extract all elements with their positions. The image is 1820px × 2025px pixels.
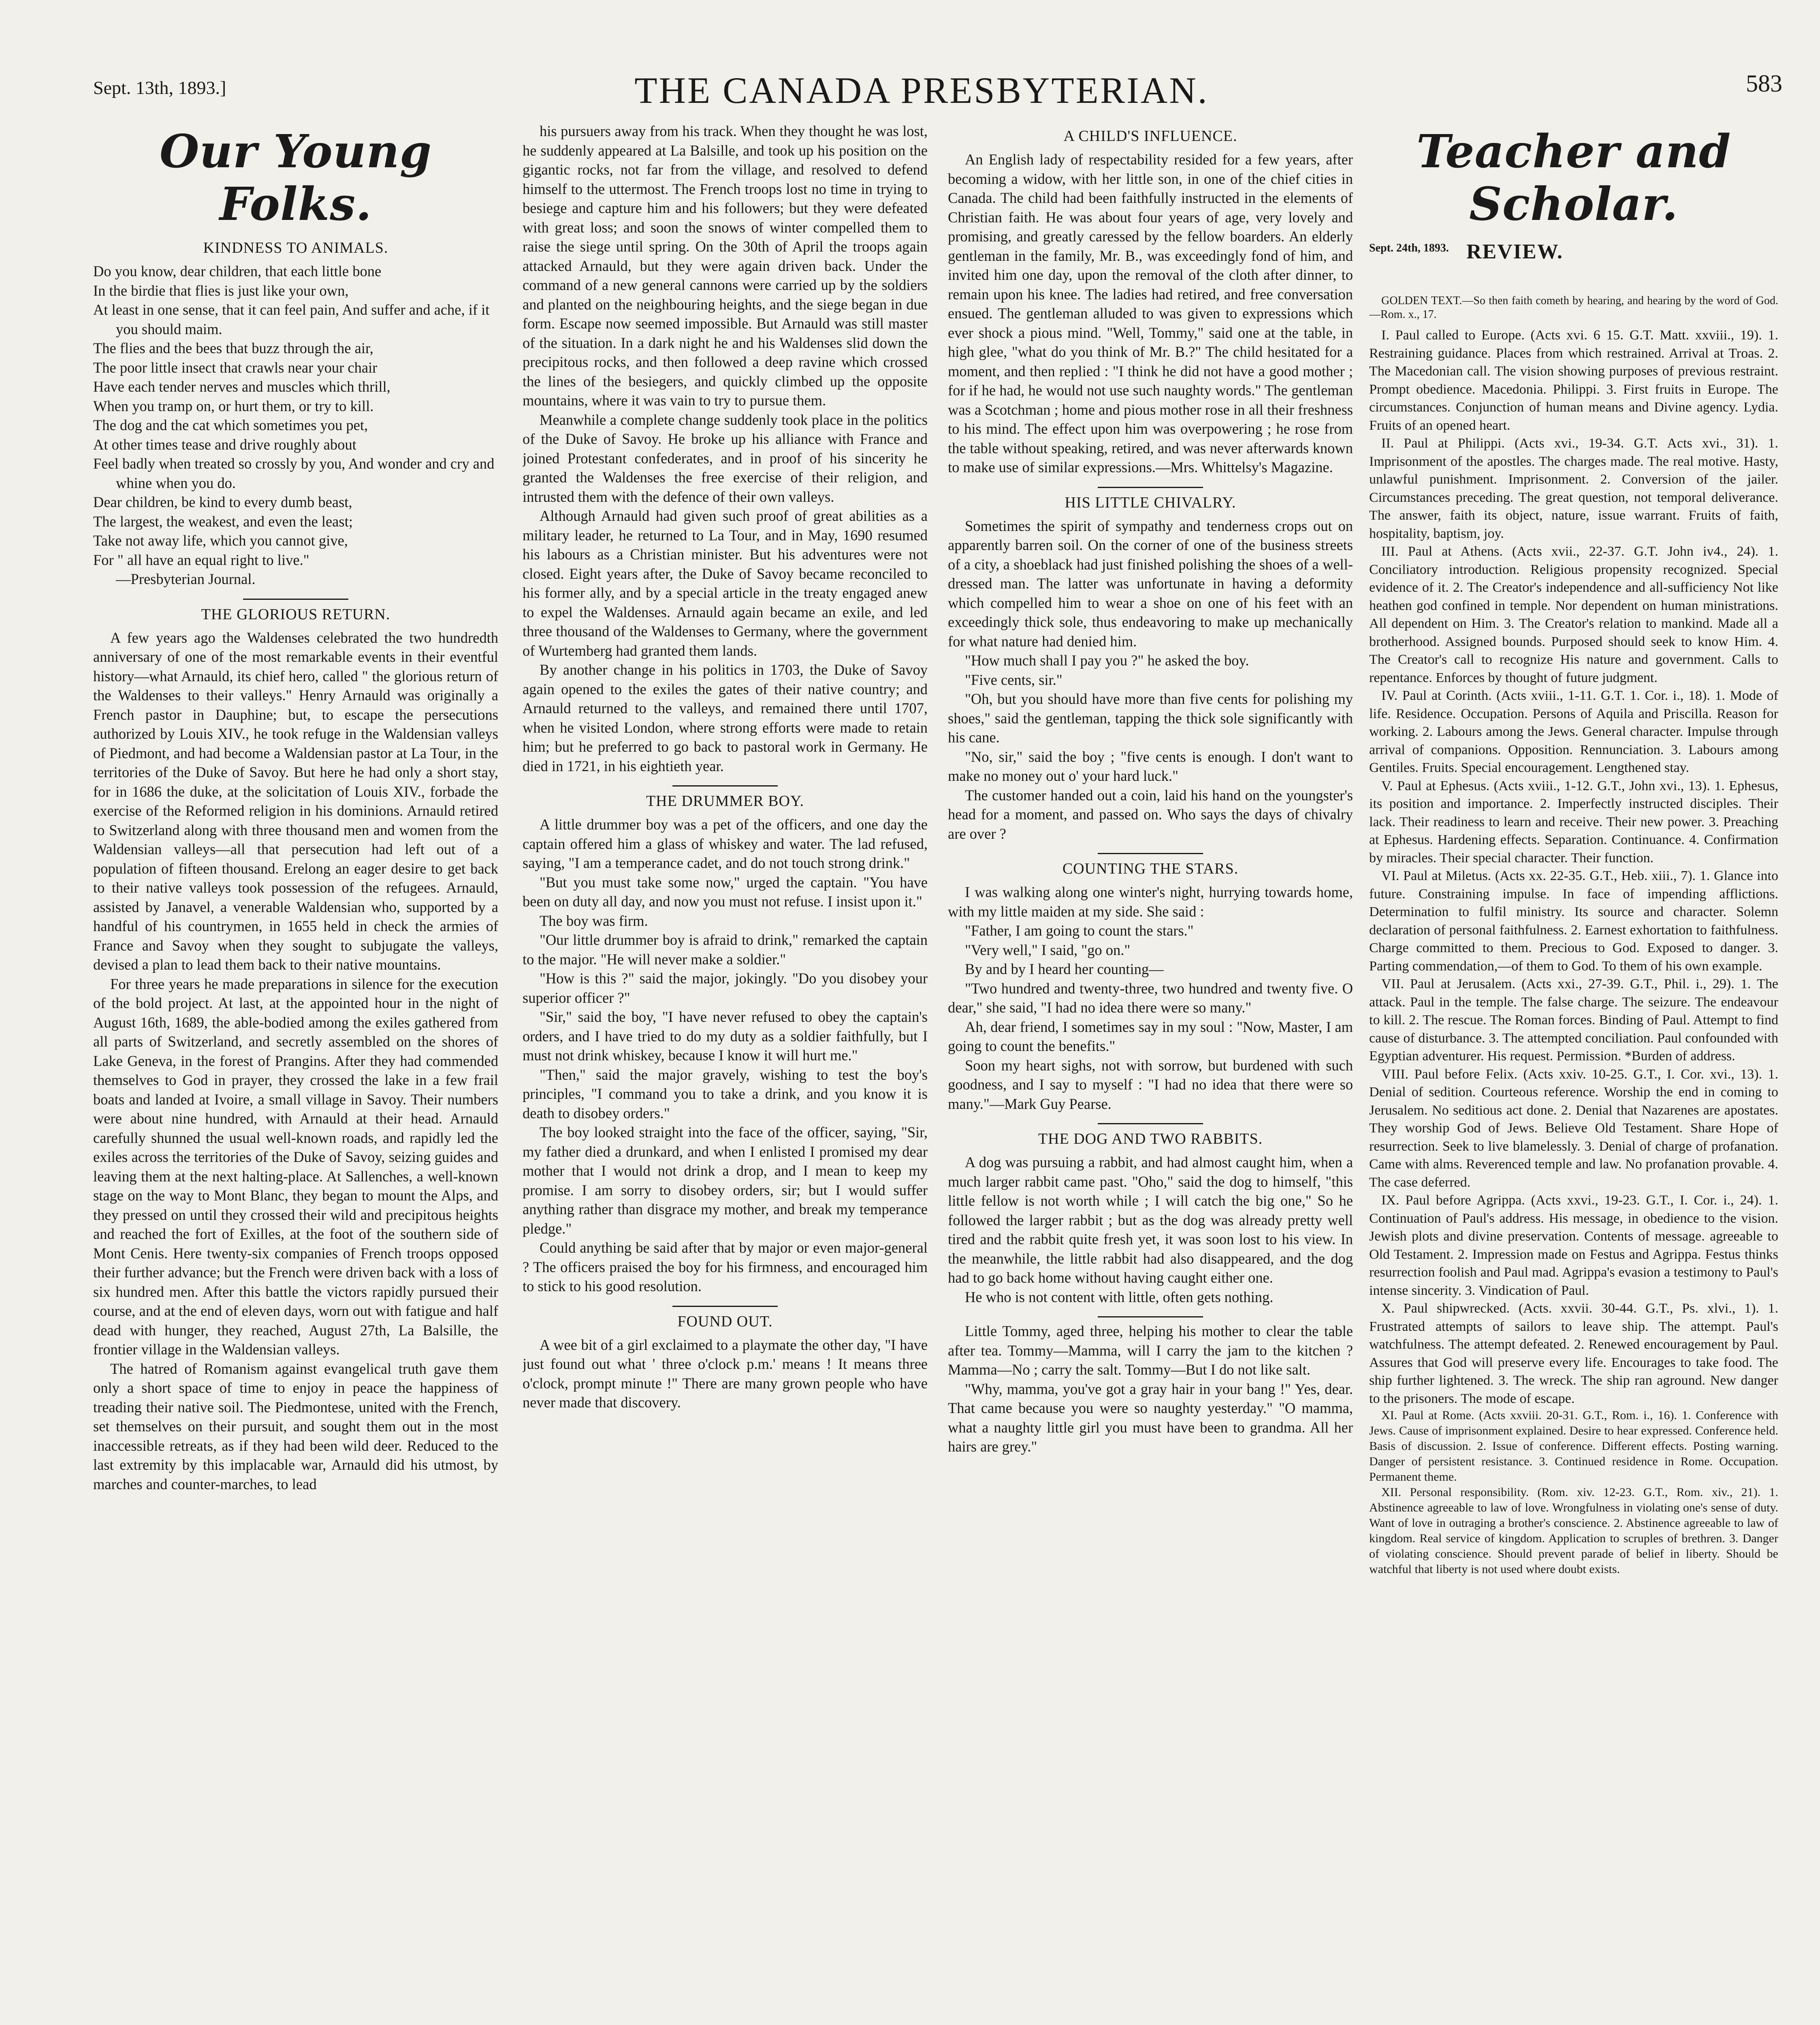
- paragraph: his pursuers away from his track. When they thought he was lost, he suddenly appeared at La Balsille, and took up his position on the gigantic rocks, not far from the village, and resolved to defend himself to the uttermost. The French troops lost no time in trying to besiege and capture him and his followers; but they were defeated with great loss; and soon the snows of winter compelled them to raise the siege until spring. On the 30th of April the troops again attacked Arnauld, but they were again driven back. Under the command of a new general cannons were carried up by the soldiers and planted on the neighbouring heights, and the siege began in due form. Escape now seemed impossible. But Arnauld was still master of the situation. In a dark night he and his Waldenses slid down the precipitous rocks, and then followed a deep ravine which crossed the lines of the besiegers, and quickly climbed up the opposite mountains, where it was vain to try to pursue them.: [523, 123, 928, 409]
- column-2: [523, 122, 928, 2025]
- poem-title: KINDNESS TO ANIMALS.: [203, 239, 388, 256]
- paragraph: "How is this ?" said the major, jokingly. "Do you disobey your superior officer ?": [523, 970, 928, 1006]
- poem-line: At other times tease and drive roughly about: [93, 436, 356, 453]
- poem-line: When you tramp on, or hurt them, or try to kill.: [93, 397, 374, 414]
- paragraph: "Why, mamma, you've got a gray hair in your bang !" Yes, dear. That came because you were so naughty yesterday." "O mamma, what a naughty little girl you must have been to grandma. All her hairs are grey.": [948, 1380, 1353, 1455]
- article-title-counting-stars: COUNTING THE STARS.: [1062, 860, 1239, 877]
- column-3: [948, 122, 1353, 2025]
- section-heading-teacher-scholar: Teacher and Scholar.: [1416, 125, 1731, 231]
- paragraph: Could anything be said after that by major or even major-general ? The officers praised the boy for his firmness, and encouraged him to stick to his good resolution.: [523, 1239, 928, 1294]
- article-title-drummer-boy: THE DRUMMER BOY.: [646, 793, 804, 810]
- paragraph: Sometimes the spirit of sympathy and tenderness crops out on apparently barren soil. On the corner of one of the business streets of a city, a shoeblack had just finished polishing the shoes of a well-dressed man. The latter was unfortunate in having a deformity which compelled him to wear a shoe on one of his feet with an exceedingly thick sole, thus endeavoring to make up mechanically for what nature had denied him.: [948, 517, 1353, 650]
- poem-line: For " all have an equal right to live.": [93, 551, 309, 568]
- lesson-item: IX. Paul before Agrippa. (Acts xxvi., 19-23. G.T., I. Cor. i., 24). 1. Continuation of Paul's address. His message, in obedience to the vision. Jewish plots and divine preservation. Contents of message. agreeable to Old Testament. 2. Impression made on Festus and Agrippa. Festus thinks resurrection foolish and Paul mad. Agrippa's evasion a testimony to Paul's intense sincerity. 3. Vindication of Paul.: [1369, 1193, 1778, 1298]
- poem-signature: —Presbyterian Journal.: [116, 571, 256, 587]
- paragraph: The boy was firm.: [540, 912, 648, 929]
- paragraph: The hatred of Romanism against evangelical truth gave them only a short space of time to enjoy in peace the happiness of treading their native soil. The Piedmontese, united with the French, set themselves on their pursuit, and sought them out in the most inaccessible retreats, as if they had been wild deer. Reduced to the last extremity by this implacable war, Arnauld did his utmost, by marches and counter-marches, to lead: [93, 1360, 498, 1492]
- lesson-item: II. Paul at Philippi. (Acts xvi., 19-34. G.T. Acts xvi., 31). 1. Imprisonment of the apostles. The charges made. The real motive. Hasty, unlawful punishment. Imprisonment. 2. Conversion of the jailer. Circumstances preceding. The great question, not temporal deliverance. The answer, faith its object, nature, issue warrant. Fruits of faith, hospitality, baptism, joy.: [1369, 436, 1778, 541]
- poem-line: Take not away life, which you cannot give,: [93, 532, 348, 549]
- issue-date: Sept. 13th, 1893.]: [93, 77, 226, 98]
- paragraph: Little Tommy, aged three, helping his mother to clear the table after tea. Tommy—Mamma, will I carry the jam to the kitchen ? Mamma—No ; carry the salt. Tommy—But I do not like salt.: [948, 1323, 1353, 1378]
- paragraph: Although Arnauld had given such proof of great abilities as a military leader, he returned to La Tour, and in May, 1690 resumed his labours as a Christian minister. But his adventures were not closed. Eight years after, the Duke of Savoy became reconciled to his former ally, and by a special article in the treaty engaged anew to expel the Waldenses. Arnauld again became an exile, and led three thousand of the Waldenses to Germany, where the government of Wurtemberg had granted them lands.: [523, 507, 928, 659]
- lesson-header: [1369, 239, 1778, 292]
- article-title-found-out: FOUND OUT.: [677, 1313, 773, 1330]
- paragraph: "Father, I am going to count the stars.": [965, 922, 1194, 939]
- poem-line: Dear children, be kind to every dumb beast,: [93, 494, 352, 510]
- lesson-item: XI. Paul at Rome. (Acts xxviii. 20-31. G.T., Rom. i., 16). 1. Conference with Jews. Cause of imprisonment explained. Desire to hear expressed. Conference held. Basis of discussion. 2. Issue of conference. Different effects. Posting warning. Danger of persistent resistance. 3. Continued residence in Rome. Occupation. Permanent theme.: [1369, 1409, 1778, 1484]
- paragraph: For three years he made preparations in silence for the execution of the bold project. At last, at the appointed hour in the night of August 16th, 1689, the able-bodied among the exiles gathered from all parts of Switzerland, and secretly assembled on the shores of Lake Geneva, in the forest of Prangins. After they had commended themselves to God in prayer, they crossed the lake in a few frail boats and landed at Ivoire, a small village in Savoy. Their numbers were about nine hundred, with Arnauld at their head. Arnauld carefully shunned the usual well-known roads, and rapidly led the exiles across the territories of the Duke of Savoy, seizing guides and leaving them at the next halting-place. At Sallenches, a well-known stage on the way to Mont Blanc, they began to mount the Alps, and they pressed on until they crossed their wild and precipitous heights and reached the fort of Exilles, at the foot of the southern side of Mont Cenis. Here twenty-six companies of French troops opposed their further advance; but the French were driven back with a loss of six hundred men. After this battle the victors rapidly pursued their course, and at the end of eleven days, worn out with fatigue and half dead with hunger, they reached, August 27th, La Balsille, the frontier village in the Waldensian valleys.: [93, 975, 498, 1358]
- poem-line: Feel badly when treated so crossly by you, And wonder and cry and whine when you do.: [93, 455, 495, 491]
- divider: [1098, 1316, 1203, 1317]
- poem-line: Have each tender nerves and muscles which thrill,: [93, 378, 390, 395]
- paragraph: "Sir," said the boy, "I have never refused to obey the captain's orders, and I have tried to do my duty as a soldier faithfully, but I must not drink whiskey, because I know it will hurt me.": [523, 1008, 928, 1064]
- paragraph: "How much shall I pay you ?" he asked the boy.: [965, 652, 1249, 669]
- paragraph: "Oh, but you should have more than five cents for polishing my shoes," said the gentleman, tapping the thick sole significantly with his cane.: [948, 691, 1353, 746]
- page-number: 583: [1746, 70, 1782, 97]
- paragraph: I was walking along one winter's night, hurrying towards home, with my little maiden at my side. She said :: [948, 884, 1353, 920]
- lesson-item: III. Paul at Athens. (Acts xvii., 22-37. G.T. John iv4., 24). 1. Conciliatory introduction. Religious propensity recognized. Special evidence of it. 2. The Creator's independence and all-sufficiency Not like heathen god confined in temple. Nor dependent on human ministrations. All dependent on Him. 3. The Creator's relation to mankind. Made all a brotherhood. Assigned bounds. Purposed should seek to know Him. 4. The Creator's call to recognize His nature and government. Calls to repentance. Enforces by thought of future judgment.: [1369, 544, 1778, 685]
- paragraph: "Our little drummer boy is afraid to drink," remarked the captain to the major. "He will never make a soldier.": [523, 932, 928, 968]
- lesson-item: VIII. Paul before Felix. (Acts xxiv. 10-25. G.T., I. Cor. xvi., 13). 1. Denial of sedition. Courteous reference. Worship the end in coming to Jerusalem. No seditious act done. 2. Denial that Nazarenes are apostates. They worship God of Jews. Believe Old Testament. Share Hope of resurrection. Seek to live blamelessly. 3. Denial of charge of profanation. Came with alms. Reverenced temple and law. No profanation provable. 4. The case deferred.: [1369, 1066, 1778, 1190]
- lesson-item: XII. Personal responsibility. (Rom. xiv. 12-23. G.T., Rom. xiv., 21). 1. Abstinence agreeable to law of love. Wrongfulness in violating one's sense of duty. Want of love in outraging a brother's conscience. 2. Abstinence agreeable to law of kingdom. Real service of kingdom. Application to scruples of brethren. 3. Danger of violating conscience. Should prevent parade of belief in liberty. Should be watchful that liberty is not used where doubt exists.: [1369, 1486, 1778, 1576]
- paragraph: Ah, dear friend, I sometimes say in my soul : "Now, Master, I am going to count the benefits.": [948, 1018, 1353, 1054]
- divider: [672, 1306, 778, 1307]
- divider: [672, 785, 778, 787]
- paragraph: A wee bit of a girl exclaimed to a playmate the other day, "I have just found out what ' three o'clock p.m.' means ! It means three o'clock, prompt minute !" There are many grown people who have never made that discovery.: [523, 1336, 928, 1411]
- paragraph: "No, sir," said the boy ; "five cents is enough. I don't want to make no money out o' your hard luck.": [948, 748, 1353, 784]
- lesson-item: X. Paul shipwrecked. (Acts. xxvii. 30-44. G.T., Ps. xlvi., 1). 1. Frustrated attempts of sailors to leave ship. The attempt. Paul's watchfulness. The attempt defeated. 2. Renewed encouragement by Paul. Assures that God will preserve every life. Encourages to take food. The ship further lightened. 3. The wreck. The ship ran aground. New danger to the prisoners. The mode of escape.: [1369, 1301, 1778, 1406]
- poem-line: The poor little insect that crawls near your chair: [93, 359, 378, 376]
- newspaper-title: THE CANADA PRESBYTERIAN.: [634, 70, 1209, 111]
- paragraph: A few years ago the Waldenses celebrated the two hundredth anniversary of one of the most remarkable events in their eventful history—what Arnauld, its chief hero, called " the glorious return of the Waldenses to their valleys." Henry Arnauld was originally a French pastor in Dauphine; but, to escape the persecutions authorized by Louis XIV., he took refuge in the Waldensian valleys of Piedmont, and had become a Waldensian pastor at La Tour, in the territories of the Duke of Savoy. But here he had only a short stay, for in 1686 the duke, at the solicitation of Louis XIV., forbade the exercise of the Reformed religion in his dominions. Arnauld retired to Switzerland along with three thousand men and women from the Waldensian valleys—all that persecution had left out of a population of fifteen thousand. Erelong an eager desire to get back to their native valleys took possession of the refugees. Arnauld, assisted by Janavel, a venerable Waldensian who, supported by a handful of his countrymen, in 1655 held in check the armies of France and Savoy when they sought to subjugate the valleys, devised a plan to lead them back to their native mountains.: [93, 629, 498, 973]
- paragraph: "Two hundred and twenty-three, two hundred and twenty five. O dear," she said, "I had no idea there were so many.": [948, 980, 1353, 1016]
- lesson-date: Sept. 24th, 1893.: [1369, 242, 1449, 254]
- paragraph: A little drummer boy was a pet of the officers, and one day the captain offered him a glass of whiskey and water. The lad refused, saying, "I am a temperance cadet, and do not touch strong drink.": [523, 816, 928, 871]
- article-title-glorious-return: THE GLORIOUS RETURN.: [201, 605, 390, 623]
- lesson-title: REVIEW.: [1466, 240, 1563, 263]
- golden-text: GOLDEN TEXT.—So then faith cometh by hearing, and hearing by the word of God.—Rom. x., 17.: [1369, 294, 1778, 321]
- divider: [1098, 487, 1203, 488]
- section-heading-young-folks: Our Young Folks.: [159, 125, 432, 231]
- paragraph: An English lady of respectability resided for a few years, after becoming a widow, with her little son, in one of the chief cities in Canada. The child had been faithfully instructed in the elements of Christian faith. He was about four years of age, very lovely and promising, and greatly caressed by the fellow boarders. An elderly gentleman in the family, Mr. B., was exceedingly fond of him, and invited him one day, upon the removal of the cloth after dinner, to remain upon his knee. The ladies had retired, and free conversation ensued. The gentleman alluded to was given to expressions which ever shock a pious mind. "Well, Tommy," said one at the table, in high glee, "what do you think of Mr. B.?" The child hesitated for a moment, and then replied : "I think he did not have a good mother ; for if he had, he would not use such naughty words." The gentleman was a Scotchman ; home and pious mother rose in all their freshness to his mind. The effect upon him was overpowering ; he rose from the table without speaking, retired, and was never afterwards known to make use of similar expressions.—Mrs. Whittelsy's Magazine.: [948, 151, 1353, 475]
- poem-line: At least in one sense, that it can feel pain, And suffer and ache, if it you should maim.: [93, 301, 490, 337]
- poem-kindness-to-animals: [93, 262, 498, 589]
- paragraph: "But you must take some now," urged the captain. "You have been on duty all day, and now you must not refuse. I insist upon it.": [523, 874, 928, 910]
- paragraph: "Very well," I said, "go on.": [965, 941, 1131, 958]
- divider: [1098, 853, 1203, 854]
- article-title-childs-influence: A CHILD'S INFLUENCE.: [1063, 128, 1238, 145]
- lesson-item: I. Paul called to Europe. (Acts xvi. 6 15. G.T. Matt. xxviii., 19). 1. Restraining guidance. Places from which restrained. Arrival at Troas. 2. The Macedonian call. The vision showing purposes of previous restraint. Prompt obedience. Macedonia. Philippi. 3. First fruits in Europe. The circumstances. Conjunction of human means and Divine agency. Lydia. Fruits of an opened heart.: [1369, 328, 1778, 433]
- lesson-item: VII. Paul at Jerusalem. (Acts xxi., 27-39. G.T., Phil. i., 29). 1. The attack. Paul in the temple. The false charge. The seizure. The endeavour to kill. 2. The rescue. The Roman forces. Binding of Paul. Attempt to find cause of disturbance. 3. The attempted conciliation. Paul confounded with Egyptian adventurer. His request. Permission. *Burden of address.: [1369, 976, 1778, 1064]
- paragraph: "Then," said the major gravely, wishing to test the boy's principles, "I command you to take a drink, and you know it is death to disobey orders.": [523, 1066, 928, 1121]
- lesson-item: V. Paul at Ephesus. (Acts xviii., 1-12. G.T., John xvi., 13). 1. Ephesus, its position and importance. 2. Imperfectly instructed disciples. Their lack. Their readiness to learn and receive. Their new power. 3. Preaching at Ephesus. Hardening effects. Separation. Continuance. 4. Confirmation by miracles. Their special character. Their function.: [1369, 778, 1778, 865]
- divider: [243, 599, 348, 600]
- paragraph: Meanwhile a complete change suddenly took place in the politics of the Duke of Savoy. He broke up his alliance with France and joined Protestant confederates, and in proof of his sincerity he granted the Waldenses the free exercise of their religion, and intrusted them with the defence of their own valleys.: [523, 411, 928, 505]
- paragraph: The boy looked straight into the face of the officer, saying, "Sir, my father died a drunkard, and when I enlisted I promised my dear mother that I would not drink a drop, and I mean to keep my promise. I am sorry to disobey orders, sir; but I would suffer anything rather than disgrace my mother, and break my temperance pledge.": [523, 1124, 928, 1237]
- paragraph: "Five cents, sir.": [965, 671, 1063, 688]
- poem-line: The flies and the bees that buzz through the air,: [93, 340, 373, 356]
- divider: [1098, 1123, 1203, 1124]
- column-1: [93, 122, 498, 2025]
- lesson-item: VI. Paul at Miletus. (Acts xx. 22-35. G.T., Heb. xiii., 7). 1. Glance into future. Constraining impulse. In face of impending afflictions. Determination to fulfil ministry. Its source and character. Solemn declaration of personal faithfulness. 2. Earnest exhortation to faithfulness. Charge committed to them. Precious to God. Exposed to danger. 3. Parting commendation,—of them to God. To them of his own example.: [1369, 868, 1778, 974]
- paragraph: Soon my heart sighs, not with sorrow, but burdened with such goodness, and I say to myself : "I had no idea that there were so many."—Mark Guy Pearse.: [948, 1057, 1353, 1112]
- masthead: [61, 61, 1782, 117]
- poem-line: In the birdie that flies is just like your own,: [93, 282, 349, 299]
- paragraph: The customer handed out a coin, laid his hand on the youngster's head for a moment, and passed on. Who says the days of chivalry are over ?: [948, 787, 1353, 842]
- column-4: [1369, 122, 1778, 2025]
- paragraph: By and by I heard her counting—: [965, 961, 1164, 977]
- paragraph: He who is not content with little, often gets nothing.: [965, 1288, 1274, 1305]
- paragraph: By another change in his politics in 1703, the Duke of Savoy again opened to the exiles the gates of their native country; and Arnauld returned to the valleys, and remained there until 1707, when he visited London, where strong efforts were made to retain him; but he preferred to go back to pastoral work in Germany. He died in 1721, in his eightieth year.: [523, 661, 928, 774]
- poem-line: The largest, the weakest, and even the least;: [93, 513, 353, 530]
- article-title-dog-and-rabbits: THE DOG AND TWO RABBITS.: [1038, 1130, 1263, 1147]
- poem-line: Do you know, dear children, that each little bone: [93, 263, 382, 279]
- article-title-little-chivalry: HIS LITTLE CHIVALRY.: [1065, 494, 1236, 511]
- poem-line: The dog and the cat which sometimes you pet,: [93, 417, 368, 433]
- lesson-item: IV. Paul at Corinth. (Acts xviii., 1-11. G.T. 1. Cor. i., 18). 1. Mode of life. Residence. Occupation. Persons of Aquila and Priscilla. Reason for working. 2. Labours among the Jews. General character. Impulse through arrival of companions. Opposition. Rennunciation. 3. Labours among Gentiles. Fruits. Special encouragement. Lengthened stay.: [1369, 688, 1778, 775]
- paragraph: A dog was pursuing a rabbit, and had almost caught him, when a much larger rabbit came past. "Oho," said the dog to himself, "this little fellow is not worth while ; I will catch the big one," So he followed the larger rabbit ; but as the dog was already pretty well tired and the rabbit quite fresh yet, it was soon lost to his view. In the meanwhile, the little rabbit had also disappeared, and the dog had to go back home without having caught either one.: [948, 1154, 1353, 1286]
